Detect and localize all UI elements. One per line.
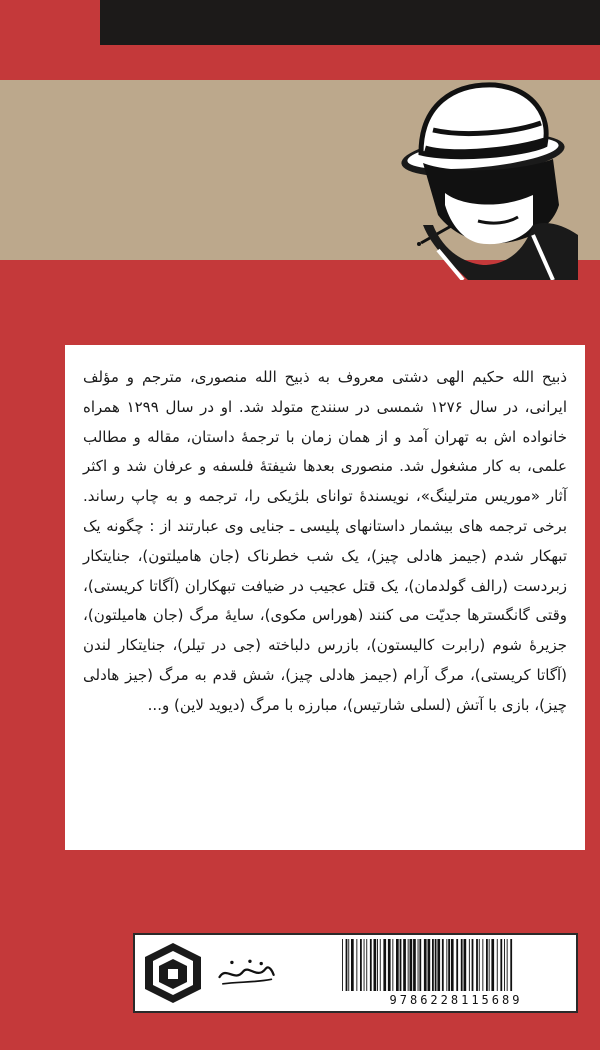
barcode-bar — [396, 939, 399, 991]
barcode-bar — [456, 939, 458, 991]
barcode-bar — [486, 939, 488, 991]
barcode-bar — [432, 939, 434, 991]
barcode-bar — [383, 939, 386, 991]
barcode-bar — [380, 939, 381, 991]
barcode-bar — [446, 939, 447, 991]
barcode-bar — [370, 939, 372, 991]
barcode-bar — [360, 939, 362, 991]
barcode-bar — [497, 939, 498, 991]
barcode-bar — [346, 939, 348, 991]
barcode-bar — [377, 939, 378, 991]
barcode-bar — [476, 939, 478, 991]
barcode-bar — [435, 939, 437, 991]
barcode-bar — [442, 939, 444, 991]
barcode-bar — [437, 939, 440, 991]
barcode-bar — [351, 939, 354, 991]
barcode-bar — [472, 939, 474, 991]
barcode-bar — [510, 939, 512, 991]
book-cube-icon — [137, 937, 209, 1009]
barcode-bar — [464, 939, 467, 991]
publisher-logo-calligraphy — [215, 941, 277, 1003]
barcode-bar — [419, 939, 421, 991]
author-blurb: ذبیح الله حکیم الهی دشتی معروف به ذبیح الله منصوری، مترجم و مؤلف ایرانی، در سال ۱۲۷۶ شمسی در سنندج متولد شد. او در سال ۱۲۹۹ همراه خانواده اش به تهران آمد و از همان زمان با ترجمهٔ داستان، مقاله و مطالب علمی، به کار مشغول شد. منصوری بعدها شیفتهٔ فلسفه و عرفان شد و اکثر آثار «موریس مترلینگ»، نویسندهٔ توانای بلژیکی را، ترجمه و به چاپ رساند. برخی ترجمه های بیشمار داستانهای پلیسی ـ جنایی وی عبارتند از : چگونه یک تبهکار شدم (جیمز هادلی چیز)، یک شب خطرناک (جان هامیلتون)، جنایتکار زبردست (رالف گولدمان)، یک قتل عجیب در ضیافت تبهکاران (آگاتا کریستی)، وقتی گانگسترها جدیّت می کنند (هوراس مکوی)، سایهٔ مرگ (جان هامیلتون)، جزیرهٔ شوم (رابرت کالیستون)، بازرس دلباخته (جی در تیلر)، جنایتکار لندن (آگاتا کریستی)، مرگ آرام (جیمز هادلی چیز)، شش قدم به مرگ (جیز هادلی چیز)، بازی با آتش (لسلی شارتیس)، مبارزه با مرگ (دیوید لاین) و... — [83, 368, 567, 714]
barcode-bar — [392, 939, 393, 991]
barcode-bar — [342, 939, 343, 991]
barcode-bar — [374, 939, 377, 991]
barcode-bar — [366, 939, 367, 991]
barcode-bar — [410, 939, 413, 991]
barcode-bar — [451, 939, 454, 991]
barcode-bar — [428, 939, 431, 991]
top-black-bar — [100, 0, 600, 45]
detective-portrait-illustration — [383, 75, 578, 280]
barcode-bar — [413, 939, 416, 991]
barcode-bar — [448, 939, 450, 991]
barcode-bar — [418, 939, 419, 991]
barcode-bar — [504, 939, 505, 991]
barcode-bar — [403, 939, 406, 991]
isbn-number: 9786228115689 — [389, 993, 523, 1007]
barcode-bar — [356, 939, 357, 991]
isbn-barcode — [340, 939, 572, 991]
barcode-bar — [489, 939, 490, 991]
barcode-panel — [133, 933, 578, 1013]
barcode-bar — [424, 939, 427, 991]
blurb-box — [65, 345, 585, 850]
barcode-bar — [469, 939, 470, 991]
barcode-bar — [400, 939, 402, 991]
barcode-bar — [408, 939, 409, 991]
barcode-bar — [507, 939, 508, 991]
barcode-bar — [491, 939, 494, 991]
barcode-bar — [500, 939, 502, 991]
barcode-bar — [482, 939, 483, 991]
barcode-bar — [388, 939, 391, 991]
barcode-bar — [348, 939, 349, 991]
barcode-bar — [364, 939, 365, 991]
barcode-bar — [479, 939, 480, 991]
barcode-bar — [461, 939, 463, 991]
